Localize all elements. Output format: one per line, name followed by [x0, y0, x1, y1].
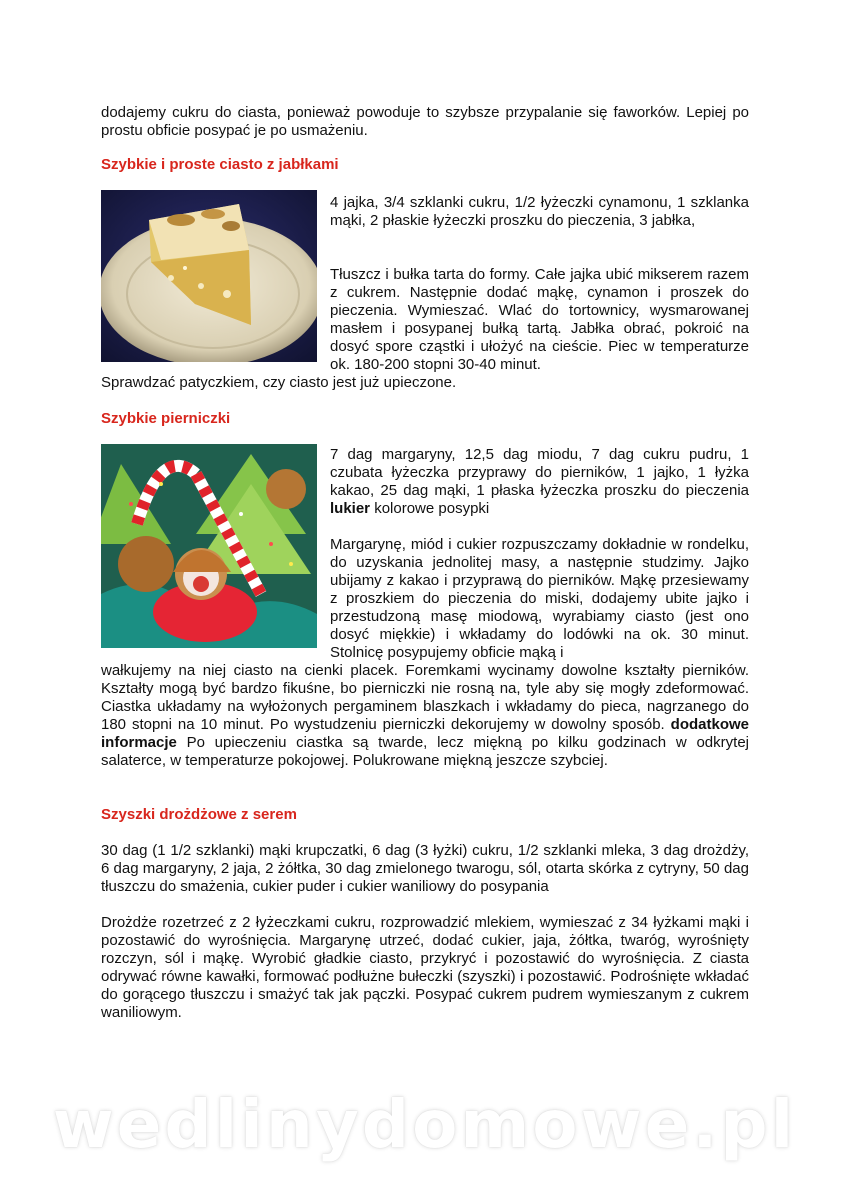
watermark: wedlinydomowe.pl: [52, 1086, 797, 1163]
gingerbread-sprinkles-text: kolorowe posypki: [370, 500, 490, 517]
recipe-title-gingerbread: Szybkie pierniczki: [101, 410, 231, 427]
gingerbread-ingredients: [330, 446, 749, 518]
recipe-title-apple-cake: Szybkie i proste ciasto z jabłkami: [101, 156, 339, 173]
recipe-title-yeast-cones: Szyszki drożdżowe z serem: [101, 806, 297, 823]
gingerbread-extra-info-label: dodatkowe informacje: [101, 716, 749, 751]
yeast-cones-method: Drożdże rozetrzeć z 2 łyżeczkami cukru, rozprowadzić mlekiem, wymieszać z 34 łyżkami mąki i pozostawić do wyrośnięcia. Margarynę utrzeć, dodać cukier, jaja, żółtka, twaróg, wyrośnięty rozczyn, sól i mąkę. Wyrobić gładkie ciasto, przykryć i pozostawić do wyrośnięcia. Z ciasta odrywać równe kawałki, formować podłużne bułeczki (szyszki) i pozostawić. Podrośnięte wkładać do gorącego tłuszczu i smażyć tak jak pączki. Posypać cukrem pudrem wymieszanym z cukrem waniliowym.: [101, 914, 749, 1021]
gingerbread-method-end: [101, 662, 749, 770]
apple-cake-method: Tłuszcz i bułka tarta do formy. Całe jajka ubić mikserem razem z cukrem. Następnie dodać mąkę, cynamon i proszek do pieczenia. Wymieszać. Wlać do tortownicy, wysmarowanej masłem i posypanej bułką tartą. Jabłka obrać, pokroić na dosyć spore cząstki i ułożyć na cieście. Piec w temperaturze ok. 180-200 stopni 30-40 minut.: [330, 266, 749, 373]
gingerbread-ingredients-text: 7 dag margaryny, 12,5 dag miodu, 7 dag cukru pudru, 1 czubata łyżeczka przyprawy do pierników, 1 jajko, 1 łyżka kakao, 25 dag mąki, 1 płaska łyżeczka proszku do pieczenia: [330, 446, 749, 499]
gingerbread-icing-label: lukier: [330, 500, 371, 517]
yeast-cones-ingredients: 30 dag (1 1/2 szklanki) mąki krupczatki, 6 dag (3 łyżki) cukru, 1/2 szklanki mleka, 3 dag drożdży, 6 dag margaryny, 2 jaja, 2 żółtka, 30 dag zmielonego twarogu, sól, otarta skórka z cytryny, 50 dag tłuszczu do smażenia, cukier puder i cukier waniliowy do posypania: [101, 842, 749, 895]
gingerbread-extra-info-text: Po upieczeniu ciastka są twarde, lecz miękną po kilku godzinach w odkrytej salaterce, w temperaturze pokojowej. Polukrowane miękną jeszcze szybciej.: [101, 734, 749, 769]
apple-cake-ingredients: 4 jajka, 3/4 szklanki cukru, 1/2 łyżeczki cynamonu, 1 szklanka mąki, 2 płaskie łyżeczki proszku do pieczenia, 3 jabłka,: [330, 194, 749, 229]
gingerbread-method: Margarynę, miód i cukier rozpuszczamy dokładnie w rondelku, do uzyskania jednolitej masy, a następnie studzimy. Jajko ubijamy z kakao i przyprawą do pierników. Mąkę przesiewamy z proszkiem do pieczenia do miski, dodajemy ubite jajko i przestudzoną masę miodową, wyrabiamy ciasto (jest ono dosyć miękkie) i wkładamy do lodówki na ok. 30 minut. Stolnicę posypujemy obficie mąką i: [330, 536, 749, 661]
gingerbread-photo: [101, 444, 317, 648]
apple-cake-method-end: Sprawdzać patyczkiem, czy ciasto jest już upieczone.: [101, 374, 457, 391]
gingerbread-method-continued: wałkujemy na niej ciasto na cienki placek. Foremkami wycinamy dowolne kształty pierników. Kształty mogą być bardzo fikuśne, bo pierniczki nie rosną na, tyle aby się mogły zdeformować. Ciastka układamy na wyłożonych pergaminem blaszkach i wkładamy do pieca, nagrzanego do 180 stopni na 10 minut. Po wystudzeniu pierniczki dekorujemy w dowolny sposób.: [101, 662, 749, 733]
apple-cake-photo: [101, 190, 317, 362]
intro-paragraph: dodajemy cukru do ciasta, ponieważ powoduje to szybsze przypalanie się faworków. Lepiej po prostu obficie posypać je po usmażeniu.: [101, 104, 749, 139]
